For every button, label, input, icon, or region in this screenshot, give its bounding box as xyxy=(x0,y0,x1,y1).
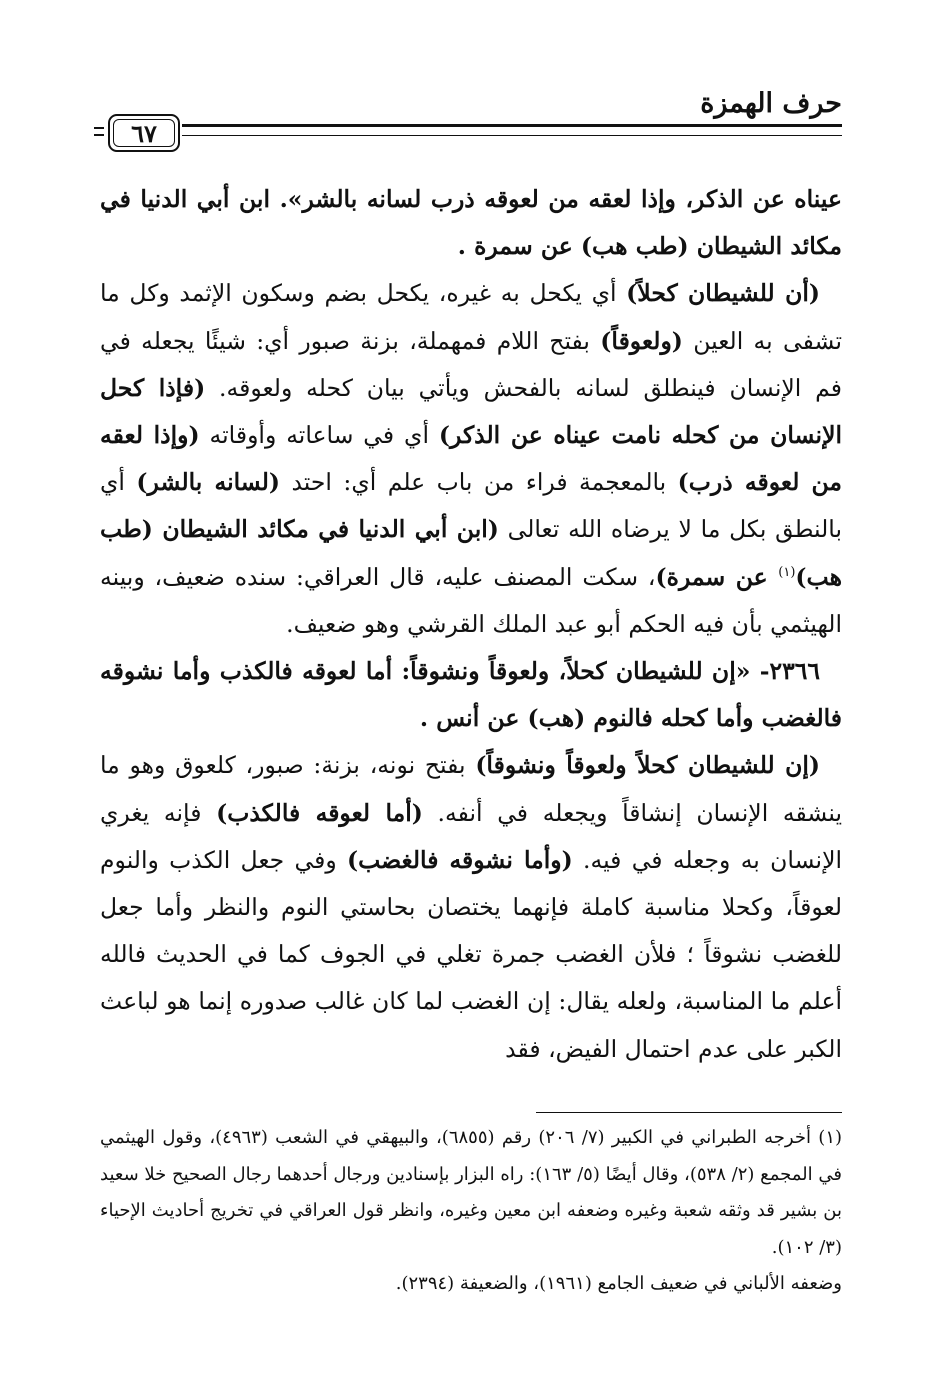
header-rule-thick xyxy=(182,124,842,127)
commentary-text: وفي جعل الكذب والنوم لعوقاً، وكحلا مناسبة كاملة فإنهما يختصان بحاستي النوم والنظر وأما جعل للغضب نشوقاً ؛ فلأن الغضب جمرة تغلي في الجوف كما في الحديث فالله أعلم ما المناسبة، ولعله يقال: إن الغضب لما كان غالب صدوره إنما هو لباعث الكبر على عدم احتمال الفيض، فقد xyxy=(100,845,842,1063)
header-rule-tick xyxy=(94,134,104,136)
quoted-phrase: (فإذا كحل الإنسان من كحله نامت عيناه عن الذكر) xyxy=(100,373,842,450)
commentary-text: بفتح نونه، بزنة: صبور، كلعوق وهو ما ينشقه الإنسان إنشاقاً ويجعله في أنفه. xyxy=(100,751,842,827)
commentary-text: بفتح اللام فمهملة، بزنة صبور أي: شيئًا يجعله في فم الإنسان فينطلق لسانه بالفحش ويأتي بيان كحله ولعوقه. xyxy=(100,326,842,402)
header-rule-tick xyxy=(94,127,104,129)
commentary-text: ، سكت المصنف عليه، قال العراقي: سنده ضعيف، وبينه الهيثمي بأن فيه الحكم أبو عبد الملك القرشي وهو ضعيف. xyxy=(100,562,842,638)
paragraph-hadith-2366 xyxy=(100,648,842,742)
hadith-text: عيناه عن الذكر، وإذا لعقه من لعوقه ذرب لسانه بالشر». ابن أبي الدنيا في مكائد الشيطان (طب هب) عن سمرة . xyxy=(100,185,842,261)
paragraph-commentary-1 xyxy=(100,270,842,648)
hadith-text: ٢٣٦٦- «إن للشيطان كحلاً، ولعوقاً ونشوقاً: أما لعوقه فالكذب وأما نشوقه فالغضب وأما كحله فالنوم (هب) عن أنس . xyxy=(100,657,842,733)
quoted-phrase: (وأما نشوقه فالغضب) xyxy=(346,845,573,874)
page-number-text: ٦٧ xyxy=(131,118,157,148)
quoted-phrase: (أن للشيطان كحلاً) xyxy=(626,279,820,308)
commentary-text: أي في ساعاته وأوقاته xyxy=(199,421,439,450)
quoted-phrase: (وإذا لعقه من لعوقه ذرب) xyxy=(100,421,842,497)
commentary-text: فإنه يغري الإنسان به وجعله في فيه. xyxy=(100,798,843,874)
commentary-text: أي بالنطق بكل ما لا يرضاه الله تعالى xyxy=(100,468,842,544)
footnotes xyxy=(100,1120,842,1303)
quoted-phrase: عن سمرة) xyxy=(655,562,779,591)
quoted-phrase: (لسانه بالشر) xyxy=(136,468,281,497)
paragraph-commentary-2 xyxy=(100,742,842,1072)
header-rule-thin xyxy=(182,135,842,136)
footnote-reference[interactable]: (١) xyxy=(778,564,796,580)
commentary-text: بالمعجمة فراء من باب علم أي: احتد xyxy=(280,468,678,497)
quoted-phrase: (إن للشيطان كحلاً ولعوقاً ونشوقاً) xyxy=(475,751,821,780)
footnote-1: (١) أخرجه الطبراني في الكبير (٧/ ٢٠٦) رقم (٦٨٥٥)، والبيهقي في الشعب (٤٩٦٣)، وقول الهيثمي في المجمع (٢/ ٥٣٨)، وقال أيضًا (٥/ ١٦٣): راه البزار بإسنادين ورجال أحدهما رجال الصحيح خلا سعيد بن بشير قد وثقه شعبة وغيره وضعفه ابن معين وغيره، وانظر قول العراقي في تخريج أحاديث الإحياء (٣/ ١٠٢). xyxy=(100,1127,843,1258)
main-text xyxy=(100,176,842,1073)
quoted-phrase: (ابن أبي الدنيا في مكائد الشيطان (طب هب) xyxy=(100,515,843,591)
quoted-phrase: (أما لعوقه فالكذب) xyxy=(216,798,423,827)
running-title: حرف الهمزة xyxy=(700,88,842,119)
footnote-1-continuation: وضعفه الألباني في ضعيف الجامع (١٩٦١)، والضعيفة (٢٣٩٤). xyxy=(395,1273,842,1294)
paragraph-hadith-continuation xyxy=(100,176,842,270)
commentary-text: أي يكحل به غيره، يكحل بضم وسكون الإثمد وكل ما تشفى به العين xyxy=(100,279,842,355)
footnote-separator xyxy=(536,1112,842,1113)
page-number xyxy=(108,114,180,152)
quoted-phrase: (ولعوقاً) xyxy=(600,326,683,355)
